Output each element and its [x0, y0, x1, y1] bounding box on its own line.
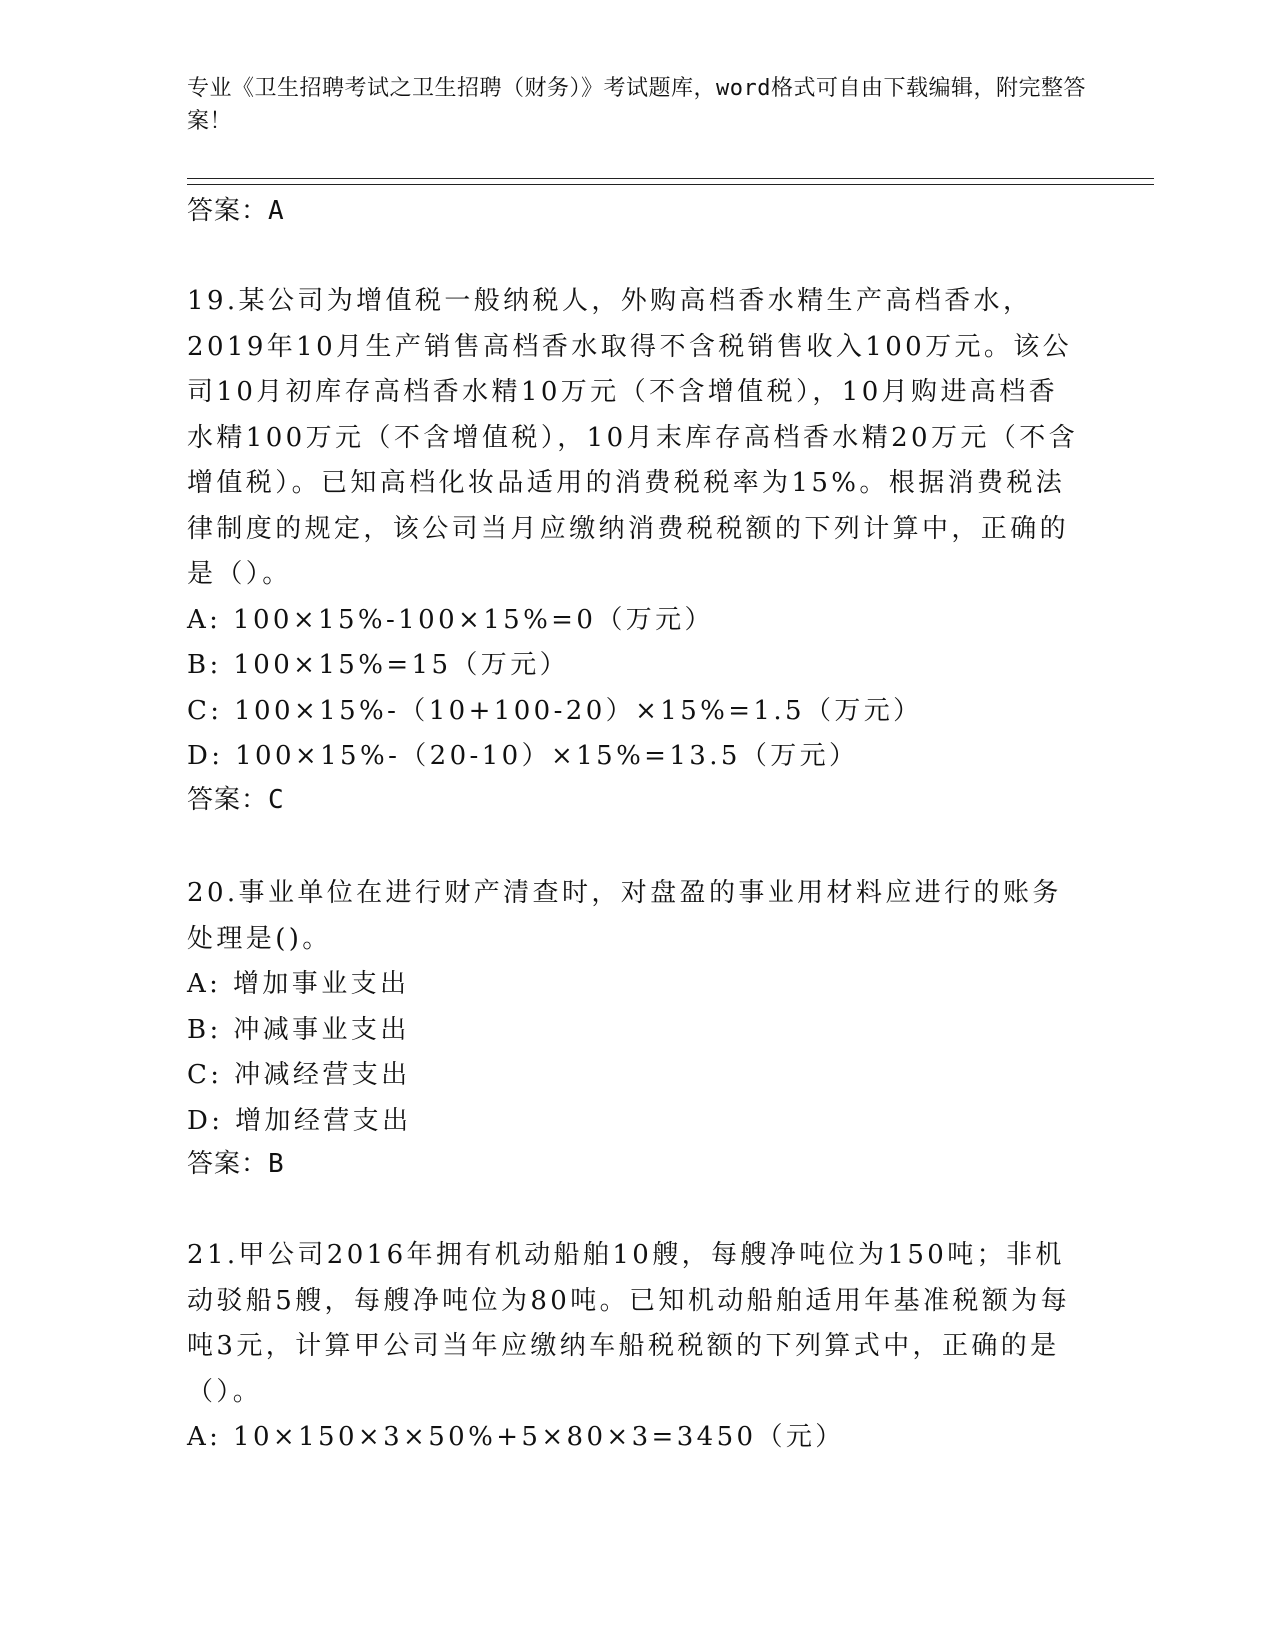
- page-header: 专业《卫生招聘考试之卫生招聘（财务）》考试题库，word格式可自由下载编辑，附完整答案！: [187, 76, 1086, 134]
- question-20: [187, 871, 1082, 1184]
- question-21: [187, 1233, 1082, 1461]
- answer-label: 答案：B: [187, 1149, 285, 1179]
- option-c: C: 100×15%-（10+100-20）×15%=1.5（万元）: [187, 695, 923, 726]
- option-a: A: 增加事业支出: [187, 969, 410, 999]
- option-d: D: 100×15%-（20-10）×15%=13.5（万元）: [187, 741, 859, 771]
- option-d: D: 增加经营支出: [187, 1105, 412, 1136]
- question-text: 21.甲公司2016年拥有机动船舶10艘，每艘净吨位为150吨；非机动驳船5艘，每艘净吨位为80吨。已知机动船舶适用年基准税额为每吨3元，计算甲公司当年应缴纳车船税税额的下列算式中，正确的是（）。: [187, 1240, 1071, 1407]
- question-text: 19.某公司为增值税一般纳税人，外购高档香水精生产高档香水，2019年10月生产销售高档香水取得不含税销售收入100万元。该公司10月初库存高档香水精10万元（不含增值税），10月购进高档香水精100万元（不含增值税），10月末库存高档香水精20万元（不含增值税）。已知高档化妆品适用的消费税税率为15%。根据消费税法律制度的规定，该公司当月应缴纳消费税税额的下列计算中，正确的是（）。: [187, 286, 1078, 589]
- option-list: [187, 1415, 1082, 1461]
- option-b: B: 100×15%=15（万元）: [187, 650, 570, 680]
- question-text: 20.事业单位在进行财产清查时，对盘盈的事业用材料应进行的账务处理是()。: [187, 878, 1062, 954]
- option-b: B: 冲减事业支出: [187, 1014, 410, 1045]
- option-list: [187, 598, 1082, 780]
- option-a: A: 10×150×3×50%+5×80×3=3450（元）: [187, 1422, 845, 1452]
- option-list: [187, 962, 1082, 1144]
- answer-label: 答案：C: [187, 784, 285, 815]
- header-divider: [187, 178, 1154, 185]
- option-c: C: 冲减经营支出: [187, 1060, 411, 1090]
- option-a: A: 100×15%-100×15%=0（万元）: [187, 604, 714, 635]
- question-19: [187, 279, 1082, 820]
- answer-label-prev: 答案：A: [187, 196, 285, 226]
